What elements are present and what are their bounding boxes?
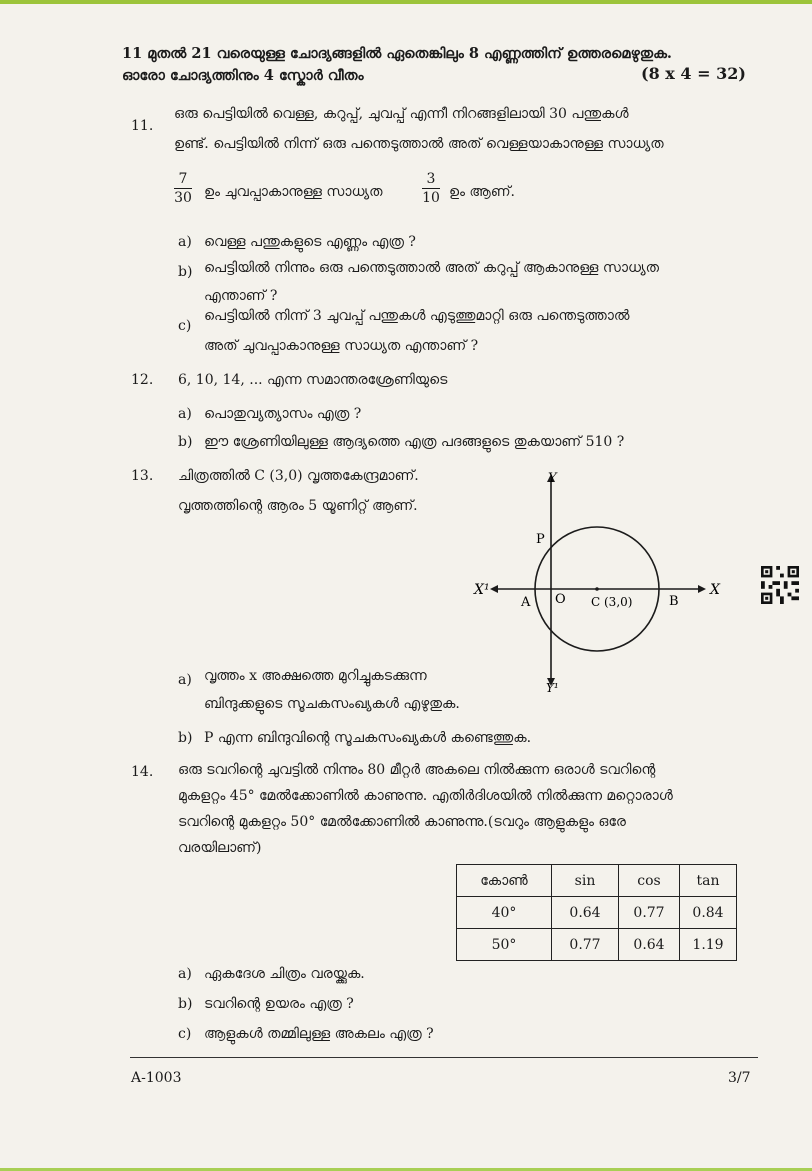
- question-11-line-2: ഉണ്ട്. പെട്ടിയിൽ നിന്ന് ഒരു പന്തെടുത്താൽ അത് വെള്ളയാകാനുള്ള സാധ്യത: [174, 136, 664, 152]
- question-14-line-3: ടവറിന്റെ മുകളറ്റം 50° മേൽക്കോണിൽ കാണുന്നു.(ടവറും ആളുകളും ഒരേ: [178, 814, 626, 830]
- q14-option-c-label: c): [178, 1026, 192, 1042]
- qr-code: [761, 566, 799, 604]
- table-header-row: [457, 865, 737, 897]
- table-header-cell: tan: [680, 865, 737, 897]
- table-cell: 0.84: [680, 897, 737, 929]
- q11-option-b-label: b): [178, 264, 193, 280]
- q11-option-b-line-2: എന്താണ് ?: [204, 288, 278, 304]
- fraction-bar: [422, 188, 440, 189]
- fraction-numerator: 7: [178, 171, 188, 187]
- x-axis-arrow-left: [490, 585, 498, 593]
- footer-rule: [130, 1057, 758, 1058]
- q11-option-b-line-1: പെട്ടിയിൽ നിന്നും ഒരു പന്തെടുത്താൽ അത് കറുപ്പ് ആകാനുള്ള സാധ്യത: [204, 260, 660, 276]
- label-o: O: [555, 592, 566, 607]
- table-cell: 40°: [457, 897, 552, 929]
- label-a: A: [521, 595, 531, 610]
- q11-option-c-line-1: പെട്ടിയിൽ നിന്ന് 3 ചുവപ്പ് പന്തുകൾ എടുത്തുമാറ്റി ഒരു പന്തെടുത്താൽ: [204, 308, 630, 324]
- footer-code: A-1003: [131, 1070, 182, 1086]
- x-axis-arrow-right: [698, 585, 706, 593]
- q12-option-a: പൊതുവ്യത്യാസം എത്ര ?: [204, 406, 362, 422]
- question-14-line-4: വരയിലാണ്): [178, 840, 262, 856]
- label-c: C (3,0): [591, 595, 633, 609]
- q12-option-a-label: a): [178, 406, 192, 422]
- fraction-bar: [174, 188, 192, 189]
- question-14-line-2: മുകളറ്റം 45° മേൽക്കോണിൽ കാണുന്നു. എതിർദിശയിൽ നിൽക്കുന്ന മറ്റൊരാൾ: [178, 788, 673, 804]
- question-11-end-text: ഉം ആണ്.: [449, 184, 515, 200]
- question-13-number: 13.: [131, 468, 154, 484]
- footer-page-number: 3/7: [728, 1070, 751, 1086]
- trig-table: [456, 864, 737, 961]
- q11-option-c-line-2: അത് ചുവപ്പാകാനുള്ള സാധ്യത എന്താണ് ?: [204, 338, 479, 354]
- center-point: [595, 587, 599, 591]
- q14-option-a: ഏകദേശ ചിത്രം വരയ്ക്കുക.: [204, 966, 365, 982]
- q13-option-a-line-2: ബിന്ദുക്കളുടെ സൂചകസംഖ്യകൾ എഴുതുക.: [204, 696, 460, 712]
- question-11-line-1: ഒരു പെട്ടിയിൽ വെള്ള, കറുപ്പ്, ചുവപ്പ് എന്നീ നിറങ്ങളിലായി 30 പന്തുകൾ: [174, 106, 629, 122]
- table-header-cell: cos: [619, 865, 680, 897]
- circle-figure: [470, 468, 730, 698]
- q14-option-c: ആളുകൾ തമ്മിലുള്ള അകലം എത്ര ?: [204, 1026, 434, 1042]
- table-cell: 0.77: [619, 897, 680, 929]
- question-11-number: 11.: [131, 118, 154, 134]
- table-cell: 0.64: [619, 929, 680, 961]
- label-y-prime: Y¹: [546, 681, 559, 695]
- instruction-line-1: 11 മുതൽ 21 വരെയുള്ള ചോദ്യങ്ങളിൽ ഏതെങ്കിലും 8 എണ്ണത്തിന് ഉത്തരമെഴുതുക.: [122, 45, 672, 62]
- q12-option-b-label: b): [178, 434, 193, 450]
- fraction-denominator: 10: [422, 190, 440, 206]
- q13-option-b: P എന്ന ബിന്ദുവിന്റെ സൂചകസംഖ്യകൾ കണ്ടെത്തുക.: [204, 730, 532, 746]
- table-cell: 0.77: [552, 929, 619, 961]
- q14-option-a-label: a): [178, 966, 192, 982]
- q11-option-c-label: c): [178, 318, 192, 334]
- label-x: X: [710, 582, 720, 598]
- label-p: P: [536, 532, 545, 547]
- q13-option-a-label: a): [178, 672, 192, 688]
- question-13-line-2: വൃത്തത്തിന്റെ ആരം 5 യൂണിറ്റ് ആണ്.: [178, 498, 418, 514]
- question-13-line-1: ചിത്രത്തിൽ C (3,0) വൃത്തകേന്ദ്രമാണ്.: [178, 468, 419, 484]
- table-cell: 50°: [457, 929, 552, 961]
- label-b: B: [669, 594, 679, 609]
- table-header-cell: sin: [552, 865, 619, 897]
- question-14-number: 14.: [131, 764, 154, 780]
- label-x-prime: X¹: [474, 582, 490, 598]
- fraction-7-30: [172, 171, 194, 206]
- q11-option-a-label: a): [178, 234, 192, 250]
- instruction-marks: (8 x 4 = 32): [641, 64, 746, 83]
- question-12-line: 6, 10, 14, ... എന്ന സമാന്തരശ്രേണിയുടെ: [178, 372, 448, 388]
- table-header-cell: കോൺ: [457, 865, 552, 897]
- fraction-numerator: 3: [426, 171, 436, 187]
- table-cell: 0.64: [552, 897, 619, 929]
- q14-option-b-label: b): [178, 996, 193, 1012]
- q14-option-b: ടവറിന്റെ ഉയരം എത്ര ?: [204, 996, 354, 1012]
- question-14-line-1: ഒരു ടവറിന്റെ ചുവട്ടിൽ നിന്നും 80 മീറ്റർ അകലെ നിൽക്കുന്ന ഒരാൾ ടവറിന്റെ: [178, 762, 656, 778]
- table-row: [457, 897, 737, 929]
- question-12-number: 12.: [131, 372, 154, 388]
- q12-option-b: ഈ ശ്രേണിയിലുള്ള ആദ്യത്തെ എത്ര പദങ്ങളുടെ തുകയാണ് 510 ?: [204, 434, 625, 450]
- fraction-3-10: [420, 171, 442, 206]
- label-y: Y: [548, 471, 557, 486]
- table-row: [457, 929, 737, 961]
- fraction-denominator: 30: [174, 190, 192, 206]
- q13-option-b-label: b): [178, 730, 193, 746]
- q13-option-a-line-1: വൃത്തം x അക്ഷത്തെ മുറിച്ചുകടക്കുന്ന: [204, 668, 427, 684]
- q11-option-a: വെള്ള പന്തുകളുടെ എണ്ണം എത്ര ?: [204, 234, 416, 250]
- table-cell: 1.19: [680, 929, 737, 961]
- instruction-line-2: ഓരോ ചോദ്യത്തിനും 4 സ്കോർ വീതം: [122, 67, 364, 84]
- question-11-mid-text: ഉം ചുവപ്പാകാനുള്ള സാധ്യത: [204, 184, 383, 200]
